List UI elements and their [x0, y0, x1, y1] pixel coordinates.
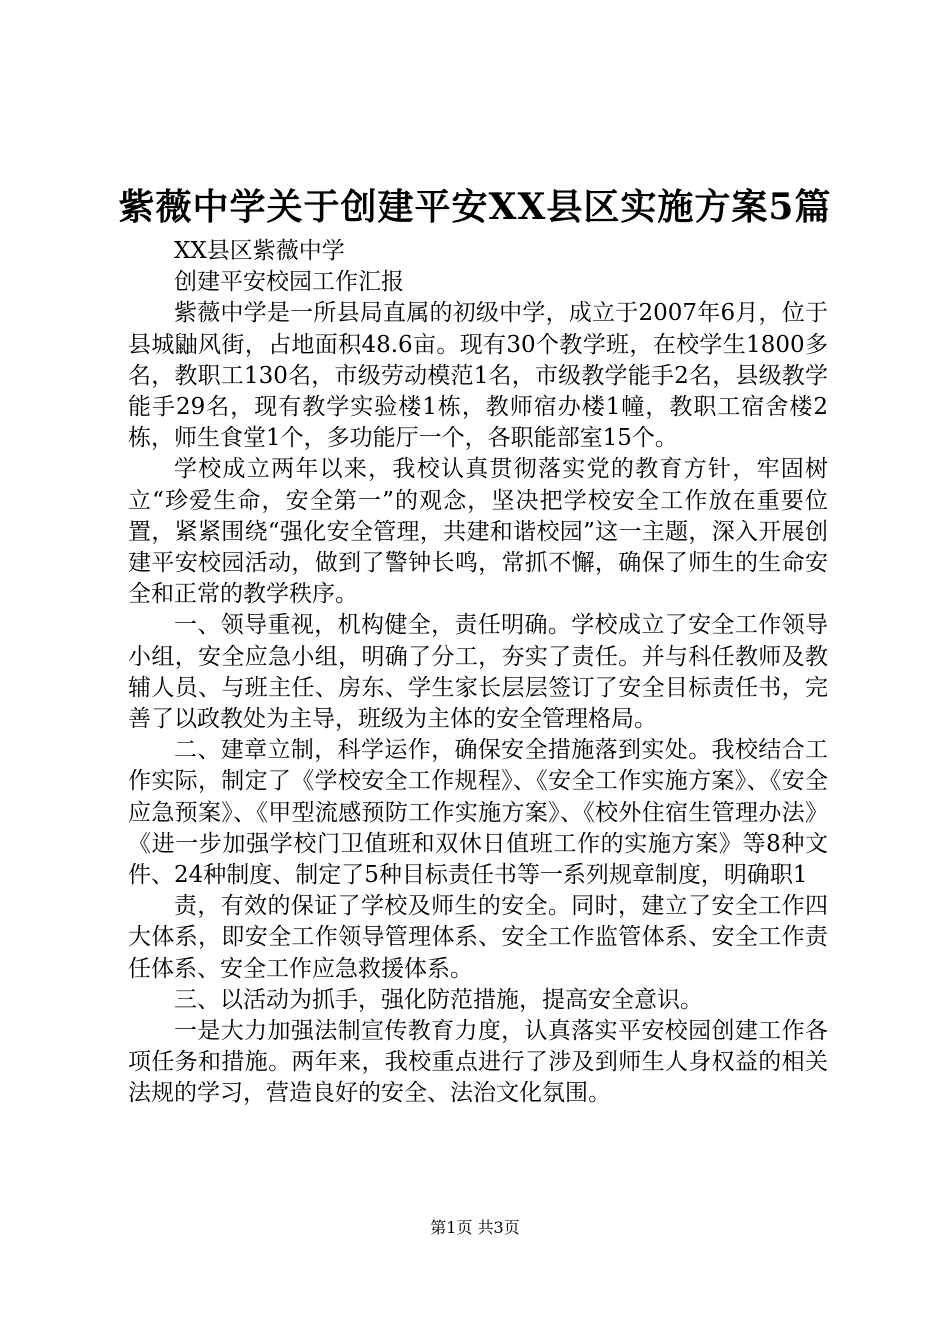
paragraph-school-name: XX县区紫薇中学 — [174, 238, 345, 264]
paragraph-section-three: 三、以活动为抓手，强化防范措施，提高安全意识。 — [174, 986, 703, 1013]
document-title: 紫薇中学关于创建平安XX县区实施方案5篇 — [118, 186, 832, 228]
paragraph-school-intro: 紫薇中学是一所县局直属的初级中学，成立于2007年6月，位于县城鼬风街，占地面积48.6亩。现有30个教学班，在校学生1800多名，教职工130名，市级劳动模范1名，市级教学能手2名，县级教学能手29名，现有教学实验楼1栋，教师宿办楼1幢，教职工宿舍楼2栋，师生食堂1个，多功能厅一个，各职能部室15个。 — [128, 300, 828, 452]
paragraph-item-one: 一是大力加强法制宣传教育力度，认真落实平安校园创建工作各项任务和措施。两年来，我校重点进行了涉及到师生人身权益的相关法规的学习，营造良好的安全、法治文化氛围。 — [128, 1018, 828, 1107]
paragraph-section-one: 一、领导重视，机构健全，责任明确。学校成立了安全工作领导小组，安全应急小组，明确了分工，夯实了责任。并与科任教师及教辅人员、与班主任、房东、学生家长层层签订了安全目标责任书，完善了以政教处为主导，班级为主体的安全管理格局。 — [128, 612, 828, 733]
page-footer: 第1页 共3页 — [430, 1218, 520, 1237]
document-body — [128, 236, 828, 1110]
paragraph-report-title: 创建平安校园工作汇报 — [174, 269, 404, 296]
paragraph-policy: 学校成立两年以来，我校认真贯彻落实党的教育方针，牢固树立“珍爱生命，安全第一”的观念，坚决把学校安全工作放在重要位置，紧紧围绕“强化安全管理，共建和谐校园”这一主题，深入开展创建平安校园活动，做到了警钟长鸣，常抓不懈，确保了师生的生命安全和正常的教学秩序。 — [128, 456, 828, 608]
paragraph-section-two: 二、建章立制，科学运作，确保安全措施落到实处。我校结合工作实际，制定了《学校安全工作规程》、《安全工作实施方案》、《安全应急预案》、《甲型流感预防工作实施方案》、《校外住宿生管理办法》《进一步加强学校门卫值班和双休日值班工作的实施方案》等8种文件、24种制度、制定了5种目标责任书等一系列规章制度，明确职1 — [128, 737, 828, 889]
paragraph-section-two-continued: 责，有效的保证了学校及师生的安全。同时，建立了安全工作四大体系，即安全工作领导管理体系、安全工作监管体系、安全工作责任体系、安全工作应急救援体系。 — [128, 893, 828, 982]
